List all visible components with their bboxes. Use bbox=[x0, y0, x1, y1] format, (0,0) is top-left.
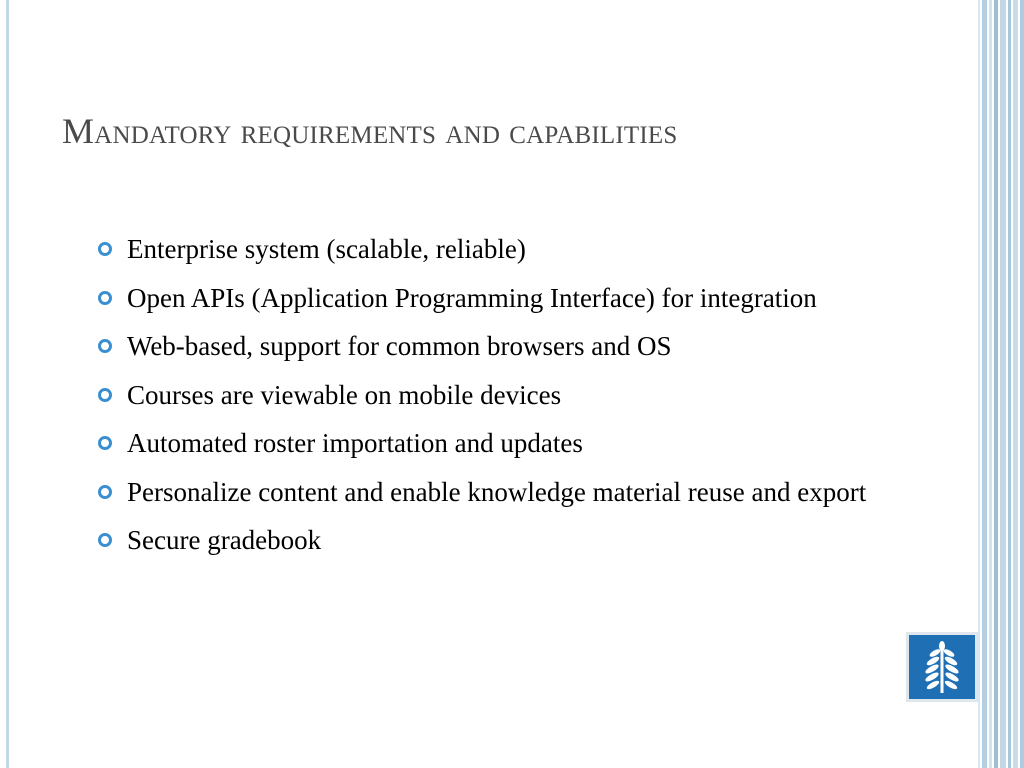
bullet-item bbox=[98, 423, 928, 463]
bullet-circle-icon bbox=[98, 291, 112, 305]
wheat-logo-icon bbox=[906, 632, 978, 702]
bullet-text: Personalize content and enable knowledge material reuse and export bbox=[127, 476, 867, 507]
bullet-item bbox=[98, 520, 928, 560]
right-decorative-band bbox=[978, 0, 1024, 768]
bullet-circle-icon bbox=[98, 339, 112, 353]
bullet-text: Secure gradebook bbox=[127, 525, 322, 555]
bullet-list bbox=[98, 229, 928, 569]
bullet-circle-icon bbox=[98, 436, 112, 450]
bullet-text: Enterprise system (scalable, reliable) bbox=[127, 234, 526, 264]
bullet-item bbox=[98, 326, 928, 366]
bullet-circle-icon bbox=[98, 485, 112, 499]
bullet-item bbox=[98, 472, 928, 512]
bullet-text: Courses are viewable on mobile devices bbox=[127, 379, 562, 410]
bullet-text: Automated roster importation and updates bbox=[127, 428, 583, 458]
bullet-item bbox=[98, 375, 928, 415]
slide-title: Mandatory requirements and capabilities bbox=[62, 111, 678, 151]
bullet-circle-icon bbox=[98, 388, 112, 402]
bullet-text: Web-based, support for common browsers and OS bbox=[127, 331, 672, 361]
bullet-circle-icon bbox=[98, 533, 112, 547]
bullet-text: Open APIs (Application Programming Interface) for integration bbox=[127, 282, 817, 313]
bullet-item bbox=[98, 278, 928, 318]
bullet-item bbox=[98, 229, 928, 269]
left-border-rule bbox=[6, 0, 9, 768]
bullet-circle-icon bbox=[98, 242, 112, 256]
